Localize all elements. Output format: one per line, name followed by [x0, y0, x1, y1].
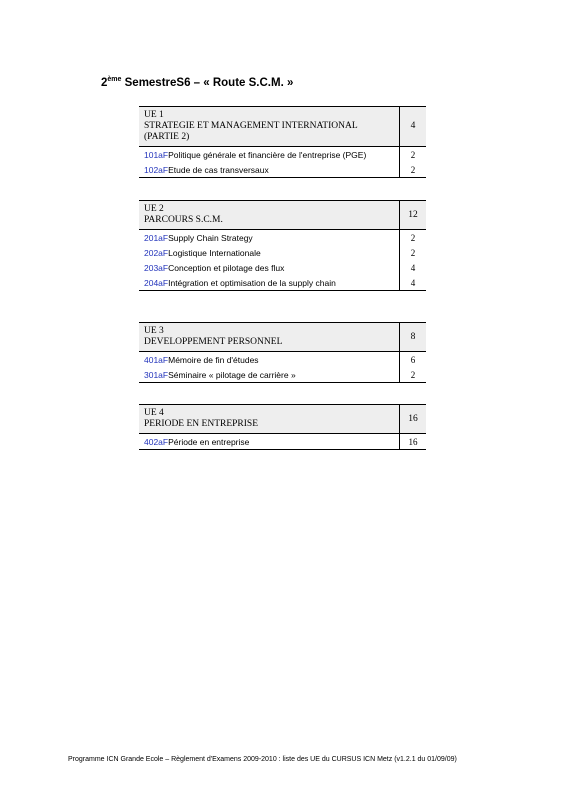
ue-credits: 16 — [400, 405, 427, 434]
ue-credits: 12 — [400, 201, 427, 230]
course-code-link[interactable]: 203aF — [144, 262, 169, 273]
course-row — [139, 230, 426, 246]
ue-header-row — [139, 201, 426, 230]
course-cell — [139, 245, 400, 260]
ue-header — [139, 107, 400, 147]
course-credits: 2 — [400, 367, 427, 383]
course-credits: 4 — [400, 260, 427, 275]
semester-suffix: ème — [107, 76, 122, 83]
ue-id: UE 1 — [144, 110, 164, 120]
ue-table — [139, 106, 426, 178]
course-name: Logistique Internationale — [168, 247, 261, 258]
course-row — [139, 147, 426, 163]
course-cell — [139, 275, 400, 291]
ue-name: PARCOURS S.C.M. — [144, 215, 223, 225]
course-cell — [139, 367, 400, 383]
course-code-link[interactable]: 101aF — [144, 149, 169, 160]
course-code-link[interactable]: 402aF — [144, 436, 169, 447]
semester-number: 2 — [101, 77, 108, 89]
course-credits: 2 — [400, 162, 427, 178]
course-code-link[interactable]: 202aF — [144, 247, 169, 258]
course-credits: 16 — [400, 434, 427, 450]
course-credits: 6 — [400, 352, 427, 368]
course-code-link[interactable]: 204aF — [144, 277, 169, 288]
course-credits: 4 — [400, 275, 427, 291]
page-title — [101, 76, 293, 89]
course-code-link[interactable]: 401aF — [144, 354, 169, 365]
course-cell — [139, 352, 400, 368]
ue-table — [139, 200, 426, 291]
course-name: Période en entreprise — [168, 436, 250, 447]
course-cell — [139, 434, 400, 450]
course-row — [139, 162, 426, 178]
course-cell — [139, 230, 400, 246]
course-code-link[interactable]: 102aF — [144, 164, 169, 175]
course-row — [139, 275, 426, 291]
course-code-link[interactable]: 201aF — [144, 232, 169, 243]
course-row — [139, 260, 426, 275]
ue-table — [139, 322, 426, 383]
course-row — [139, 434, 426, 450]
course-name: Mémoire de fin d'études — [168, 354, 259, 365]
course-cell — [139, 147, 400, 163]
ue-header-row — [139, 405, 426, 434]
ue-header — [139, 323, 400, 352]
ue-header-row — [139, 107, 426, 147]
course-name: Supply Chain Strategy — [168, 232, 253, 243]
course-cell — [139, 162, 400, 178]
ue-name: STRATEGIE ET MANAGEMENT INTERNATIONAL (PARTIE 2) — [144, 121, 358, 142]
ue-header-row — [139, 323, 426, 352]
course-name: Etude de cas transversaux — [168, 164, 269, 175]
ue-name: DEVELOPPEMENT PERSONNEL — [144, 337, 283, 347]
course-row — [139, 352, 426, 368]
course-row — [139, 367, 426, 383]
course-name: Conception et pilotage des flux — [168, 262, 285, 273]
ue-id: UE 3 — [144, 326, 164, 336]
page-footer: Programme ICN Grande Ecole – Règlement d'Examens 2009-2010 : liste des UE du CURSUS ICN Metz (v1.2.1 du 01/09/09) — [68, 756, 457, 763]
ue-credits: 4 — [400, 107, 427, 147]
ue-credits: 8 — [400, 323, 427, 352]
course-name: Politique générale et financière de l'entreprise (PGE) — [168, 149, 367, 160]
course-code-link[interactable]: 301aF — [144, 369, 169, 380]
ue-id: UE 4 — [144, 408, 164, 418]
ue-table — [139, 404, 426, 450]
ue-name: PERIODE EN ENTREPRISE — [144, 419, 258, 429]
course-row — [139, 245, 426, 260]
course-credits: 2 — [400, 230, 427, 246]
ue-header — [139, 201, 400, 230]
course-name: Intégration et optimisation de la supply chain — [168, 277, 336, 288]
ue-header — [139, 405, 400, 434]
course-name: Séminaire « pilotage de carrière » — [168, 369, 296, 380]
semester-title: SemestreS6 – « Route S.C.M. » — [124, 77, 294, 89]
course-cell — [139, 260, 400, 275]
ue-id: UE 2 — [144, 204, 164, 214]
course-credits: 2 — [400, 147, 427, 163]
course-credits: 2 — [400, 245, 427, 260]
